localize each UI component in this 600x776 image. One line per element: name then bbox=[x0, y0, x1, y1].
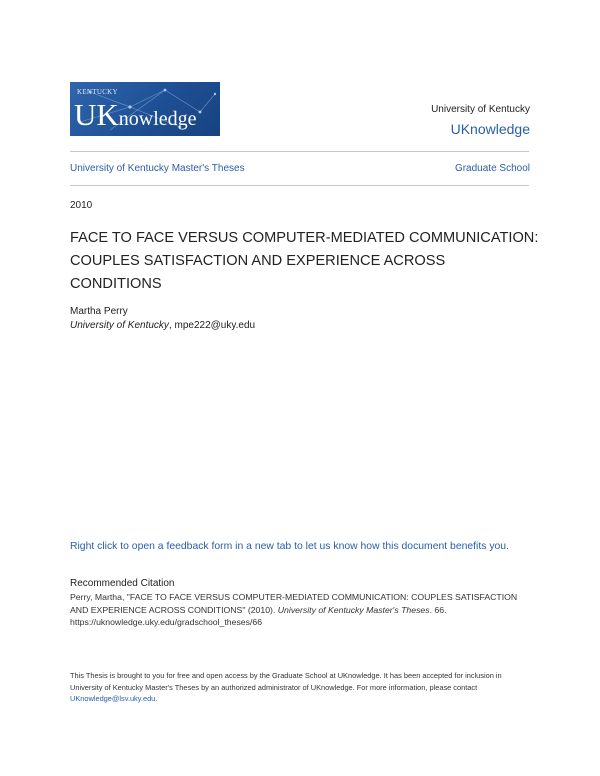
divider-bottom bbox=[70, 185, 529, 186]
contact-email-link[interactable]: UKnowledge@lsv.uky.edu bbox=[70, 694, 156, 703]
author-name: Martha Perry bbox=[70, 306, 128, 317]
publication-year: 2010 bbox=[70, 200, 93, 211]
feedback-link[interactable]: Right click to open a feedback form in a new tab to let us know how this document benefits you. bbox=[70, 541, 509, 552]
divider-top bbox=[70, 151, 529, 152]
citation-number: . 66. bbox=[429, 604, 447, 615]
citation-heading: Recommended Citation bbox=[70, 578, 175, 589]
logo-uk-text: UK bbox=[74, 97, 119, 132]
citation-url[interactable]: https://uknowledge.uky.edu/gradschool_theses/66 bbox=[70, 617, 263, 627]
affiliation-name: University of Kentucky bbox=[70, 320, 169, 331]
uknowledge-logo[interactable] bbox=[70, 82, 220, 136]
access-statement bbox=[70, 670, 532, 705]
citation-series: University of Kentucky Master's Theses bbox=[277, 604, 430, 615]
logo-wordmark bbox=[74, 97, 197, 136]
citation-text bbox=[70, 591, 532, 629]
collection-link[interactable]: University of Kentucky Master's Theses bbox=[70, 163, 245, 174]
university-name: University of Kentucky bbox=[431, 104, 530, 115]
document-title: FACE TO FACE VERSUS COMPUTER-MEDIATED COMMUNICATION: COUPLES SATISFACTION AND EXPERIENCE ACROSS CONDITIONS bbox=[70, 230, 539, 292]
citation-line: Perry, Martha, "FACE TO FACE VERSUS COMPUTER-MEDIATED COMMUNICATION: COUPLES SATISFACTION AND EXPERIENCE ACROSS CONDITIONS" (2010). bbox=[70, 592, 518, 615]
logo-kentucky-text: KENTUCKY bbox=[77, 88, 118, 96]
graduate-school-link[interactable]: Graduate School bbox=[454, 163, 530, 174]
logo-rest-text: nowledge bbox=[118, 108, 197, 130]
access-end: . bbox=[155, 694, 158, 703]
author-email: , mpe222@uky.edu bbox=[168, 320, 256, 331]
uknowledge-link[interactable]: UKnowledge bbox=[450, 121, 530, 137]
access-text: This Thesis is brought to you for free and open access by the Graduate School at UKnowledge. It has been accepted for inclusion in University of Kentucky Master's Theses by an authorized administrator of UKnowledge. For more information, please contact bbox=[70, 671, 502, 692]
author-affiliation bbox=[70, 320, 255, 331]
